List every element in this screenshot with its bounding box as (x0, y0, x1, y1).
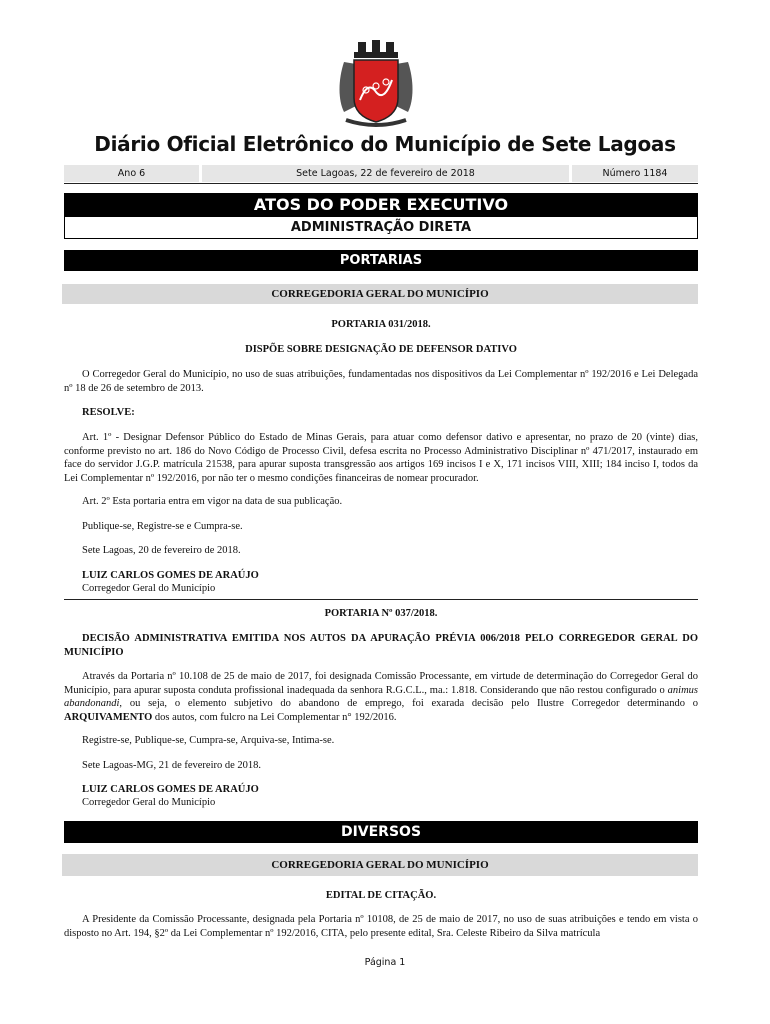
portaria-031-signer: LUIZ CARLOS GOMES DE ARAÚJO (82, 570, 259, 581)
decision-keyword: ARQUIVAMENTO (64, 711, 153, 723)
portaria-031-title: PORTARIA 031/2018. (331, 319, 431, 330)
portaria-031-date: Sete Lagoas, 20 de fevereiro de 2018. (82, 545, 241, 556)
portaria-037-role: Corregedor Geral do Município (82, 797, 216, 808)
edital-body: A Presidente da Comissão Processante, designada pela Portaria nº 10108, de 25 de maio de 2017, no uso de suas atribuições e tendo em vista o disposto no Art. 194, §2º da Lei Complementar nº 192/2016, CITA, pelo presente edital, Sra. Celeste Ribeiro da Silva matrícula (64, 914, 698, 939)
issue-number: Número 1184 (572, 165, 698, 182)
issue-place-date: Sete Lagoas, 22 de fevereiro de 2018 (202, 165, 569, 182)
portaria-037-title: PORTARIA Nº 037/2018. (324, 608, 438, 619)
portaria-037-body: Através da Portaria nº 10.108 de 25 de maio de 2017, foi designada Comissão Processante, em virtude de determinação do Corregedor Geral do Município, para apurar suposta conduta profissional inadequada da senhora R.G.C.L., ma.: 1.818. Considerando que não restou configurado o animus abandonandi, ou seja, o elemento subjetivo do abandono de emprego, foi exarada decisão pelo Ilustre Corregedor determinando o ARQUIVAMENTO dos autos, com fulcro na Lei Complementar n° 192/2016. (64, 671, 698, 723)
org-heading-diversos: CORREGEDORIA GERAL DO MUNICÍPIO (62, 854, 698, 876)
portaria-037-signer: LUIZ CARLOS GOMES DE ARAÚJO (82, 784, 259, 795)
section-heading-portarias: PORTARIAS (64, 250, 698, 271)
org-heading: CORREGEDORIA GERAL DO MUNICÍPIO (62, 284, 698, 304)
edital-title: EDITAL DE CITAÇÃO. (325, 890, 437, 901)
section-heading-atos: ATOS DO PODER EXECUTIVO (64, 193, 698, 216)
portaria-031-subject: DISPÕE SOBRE DESIGNAÇÃO DE DEFENSOR DATIVO (245, 344, 517, 355)
section-subheading-admin: ADMINISTRAÇÃO DIRETA (64, 216, 698, 239)
portaria-031-publique: Publique-se, Registre-se e Cumpra-se. (82, 521, 243, 532)
issue-info-bar (64, 165, 698, 182)
portaria-031-resolve: RESOLVE: (82, 407, 135, 418)
municipal-crest-logo (336, 40, 416, 132)
header-divider (64, 183, 698, 184)
page-number: Página 1 (364, 957, 406, 968)
portaria-037-registre: Registre-se, Publique-se, Cumpra-se, Arquiva-se, Intima-se. (82, 735, 335, 746)
issue-year: Ano 6 (64, 165, 199, 182)
section-heading-diversos: DIVERSOS (64, 821, 698, 843)
portaria-037-subject: DECISÃO ADMINISTRATIVA EMITIDA NOS AUTOS DA APURAÇÃO PRÉVIA 006/2018 PELO CORREGEDOR GERAL DO MUNICÍPIO (64, 633, 698, 658)
portaria-031-art2: Art. 2º Esta portaria entra em vigor na data de sua publicação. (82, 496, 343, 507)
portaria-037-date: Sete Lagoas-MG, 21 de fevereiro de 2018. (82, 760, 262, 771)
latin-term: animus abandonandi (64, 684, 698, 709)
portaria-031-intro: O Corregedor Geral do Município, no uso de suas atribuições, fundamentadas nos dispositivos da Lei Complementar nº 192/2016 e Lei Delegada nº 18 de 26 de setembro de 2013. (64, 369, 698, 394)
portaria-031-art1: Art. 1º - Designar Defensor Público do Estado de Minas Gerais, para atuar como defensor dativo e apresentar, no prazo de 20 (vinte) dias, conforme previsto no art. 186 do Novo Código de Processo Civil, defesa escrita no Processo Administrativo Disciplinar nº 471/2017, instaurado em face do servidor J.G.P. matrícula 21538, para apurar suposta transgressão aos artigos 169 incisos I e X, 171 incisos VIII, XIII; 184 inciso I, todos da Lei Complementar nº 192/2016, por não ter o mesmo condições financeiras de nomear procurador. (64, 432, 698, 484)
gazette-title: Diário Oficial Eletrônico do Município de Sete Lagoas (94, 132, 676, 156)
portaria-031-role: Corregedor Geral do Município (82, 583, 216, 594)
section-divider (64, 599, 698, 600)
